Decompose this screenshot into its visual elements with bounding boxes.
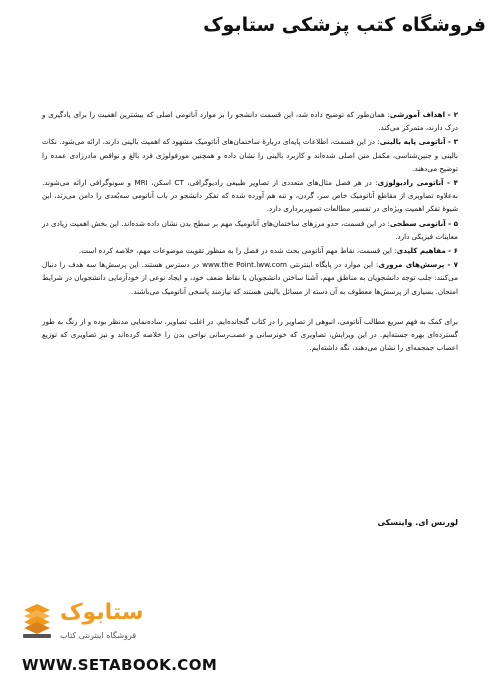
item-number: ۶ -	[448, 246, 458, 256]
item-number: ۵ -	[448, 218, 458, 228]
item-title: آناتومی پایه بالینی	[379, 137, 446, 147]
item-title: آناتومی سطحی	[389, 218, 446, 228]
item-title: پرسش‌های مروری	[378, 260, 445, 270]
list-item	[42, 108, 458, 134]
item-number: ۷ -	[447, 260, 458, 270]
brand-subtitle: فروشگاه اینترنتی کتاب	[60, 631, 137, 640]
item-text: : در این قسمت، حدو مرزهای ساختمان‌های آناتومیک مهم بر سطح بدن نشان داده شده‌اند. این بخش اهمیت زیادی در معاینات فیزیکی دارد.	[42, 218, 458, 241]
item-title: اهداف آموزشی	[389, 110, 446, 119]
item-number: ۳ -	[447, 137, 458, 147]
item-title: آناتومی رادیولوژی	[377, 178, 444, 188]
item-text: : همان‌طور که توضیح داده شد، این قسمت دانشجو را بر موارد آناتومی اصلی که بیشترین اهمیت را برای یادگیری و درک دارند، متمرکز می‌کند.	[42, 110, 458, 133]
book-logo-icon	[20, 602, 54, 642]
list-item	[42, 258, 458, 298]
item-text: : در این قسمت، اطلاعات پایه‌ای دربارهٔ ساختمان‌های آناتومیک مشهود که اهمیت بالینی دارند، ارائه می‌شود. نکات بالینی و جنین‌شناسی، مکمل متن اصلی شده‌اند و کاربرد بالینی را نشان داده و همچنین مورفولوژی فرد بالغ و نواقص مادرزادی عمده را توضیح می‌دهند.	[42, 137, 458, 173]
list-item	[42, 135, 458, 175]
item-text: : در هر فصل مثال‌های متعددی از تصاویر طبیعی رادیوگرافی، CT اسکن، MRI و سونوگرافی ارائه می‌شوند. به‌علاوه تصاویری از مقاطع آناتومیک خاص سر، گردن، و تنه هم آورده شده که تفکر دانشجو در باب آناتومی سه‌بُعدی را دامن می‌زند، این شیوهٔ تفکر اهمیت ویژه‌ای در تفسیر مطالعات تصویربرداری دارد.	[42, 178, 458, 214]
document-body	[42, 108, 458, 362]
list-item	[42, 176, 458, 216]
page-title: فروشگاه کتب پزشکی ستابوک	[203, 14, 486, 36]
intro-paragraph: برای کمک به فهم سریع مطالب آناتومی، انبوهی از تصاویر را در کتاب گنجانده‌ایم. در اغلب تصاویر، ساده‌نمایی مدنظر بوده و از رنگ به طور گسترده‌ای بهره جسته‌ایم. در این ویرایش، تصاویری که خونرسانی و عصب‌رسانی نواحی بدن را خلاصه کرده‌اند و نیز تصاویری که توزیع اعصاب جمجمه‌ای را نشان می‌دهند، نگه داشته‌ایم.	[42, 316, 458, 353]
item-text: : این موارد در پایگاه اینترنتی www.the Point.lww.com در دسترس هستند. این پرسش‌ها سه هدف را دنبال می‌کنند: جلب توجه دانشجویان به مناطق مهم، آشنا ساختن دانشجویان با نقاط ضعف خود، و ایجاد نوعی از خودآزمایی دانشجویان در شرایط امتحان. بسیاری از پرسش‌ها معطوف به آن دسته از مسائل بالینی هستند که نیازمند پاسخی آناتومیک می‌باشند.	[42, 260, 458, 296]
website-url[interactable]: WWW.SETABOOK.COM	[22, 656, 218, 674]
list-item	[42, 217, 458, 243]
author-signature: لورنس ای. واینسکی	[377, 518, 458, 527]
item-text: : این قسمت، نقاط مهم آناتومی بحث شده در فصل را به منظور تقویت موضوعات مهم، خلاصه کرده است.	[78, 246, 397, 256]
list-item	[42, 244, 458, 257]
item-title: مفاهیم کلیدی	[396, 246, 446, 256]
item-number: ۴ -	[446, 178, 458, 188]
brand-name: ستابوک	[60, 600, 144, 625]
brand-logo	[20, 598, 230, 648]
item-number: ۲ -	[447, 110, 458, 119]
